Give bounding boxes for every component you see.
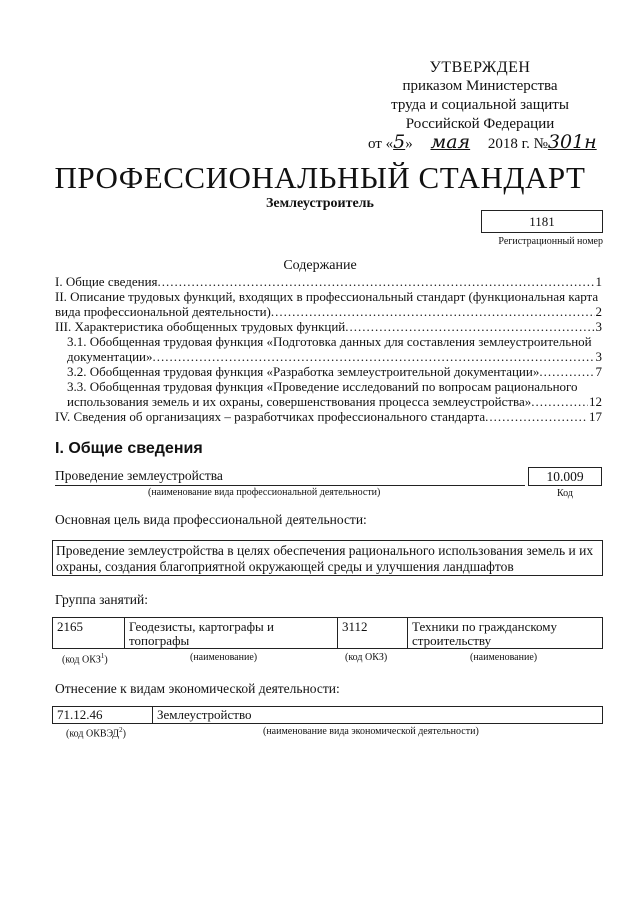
registration-caption: Регистрационный номер [498,236,603,247]
toc-item-cont[interactable]: использования земель и их охраны, совершенствования процесса землеустройства» ..... 12 [55,394,602,409]
approval-line-2: приказом Министерства [402,78,558,94]
econ-name: Землеустройство [157,707,252,722]
toc-item[interactable]: II. Описание трудовых функций, входящих в профессиональный стандарт (функциональная карта [55,289,599,304]
group-code-1: 2165 [53,618,125,648]
toc-title: Содержание [283,258,357,273]
econ-label: Отнесение к видам экономической деятельности: [55,681,340,696]
table-of-contents [55,274,602,424]
toc-item-cont[interactable]: вида профессиональной деятельности) ..... 2 [55,304,602,319]
group-name-1: Геодезисты, картографы и топографы [125,618,338,648]
activity-code: 10.009 [528,467,602,486]
activity-caption: (наименование вида профессиональной деятельности) [148,487,381,498]
group-code-2: 3112 [338,618,408,648]
toc-item[interactable]: 3.1. Обобщенная трудовая функция «Подготовка данных для составления землеустроительной [67,334,592,349]
econ-activity-table [52,706,603,724]
toc-item[interactable]: 3.2. Обобщенная трудовая функция «Разработка землеустроительной документации» ..... 7 [55,364,602,379]
page-subtitle: Землеустроитель [266,196,374,211]
group-label: Группа занятий: [55,592,148,607]
page-title: ПРОФЕССИОНАЛЬНЫЙ СТАНДАРТ [54,160,586,195]
date-year: 2018 г. № [487,136,548,152]
approval-block [360,58,600,134]
occupation-group-table [52,617,603,649]
code-caption: Код [557,488,573,499]
group-name-2: Техники по гражданскому строительству [412,619,558,648]
toc-item[interactable]: 3.3. Обобщенная трудовая функция «Проведение исследований по вопросам рационального [67,379,578,394]
order-number: 301н [547,131,597,153]
date-prefix: от « [368,136,394,152]
toc-item[interactable]: I. Общие сведения ..... 1 [55,274,602,289]
group-caption-name-2: (наименование) [470,652,538,663]
group-caption-name-1: (наименование) [190,652,258,663]
toc-item-cont[interactable]: документации» ..... 3 [55,349,602,364]
toc-item[interactable]: III. Характеристика обобщенных трудовых функций ..... 3 [55,319,602,334]
econ-caption-code: (код ОКВЭД$^2$) [66,726,126,740]
approval-line-4: Российской Федерации [405,116,555,132]
approval-title: УТВЕРЖДЕН [429,59,531,76]
approval-line-3: труда и социальной защиты [391,97,569,113]
date-day: 5 [393,131,406,153]
approval-date-line [368,131,597,153]
group-caption-code-2: (код ОКЗ) [345,652,388,663]
group-caption-code-1: (код ОКЗ$^1$) [62,652,108,666]
econ-code: 71.12.46 [53,707,153,723]
toc-item[interactable]: IV. Сведения об организациях – разработчиках профессионального стандарта ..... 17 [55,409,602,424]
date-month: мая [430,131,471,153]
activity-name: Проведение землеустройства [55,468,525,486]
registration-number: 1181 [481,210,603,233]
goal-label: Основная цель вида профессиональной деятельности: [55,512,367,527]
section-heading: I. Общие сведения [55,440,203,457]
date-mid: » [405,136,413,152]
goal-text: Проведение землеустройства в целях обеспечения рационального использования земель и их охраны, создания благоприятной окружающей среды и улучшения ландшафтов [52,540,603,576]
econ-caption-name: (наименование вида экономической деятельности) [263,726,479,737]
